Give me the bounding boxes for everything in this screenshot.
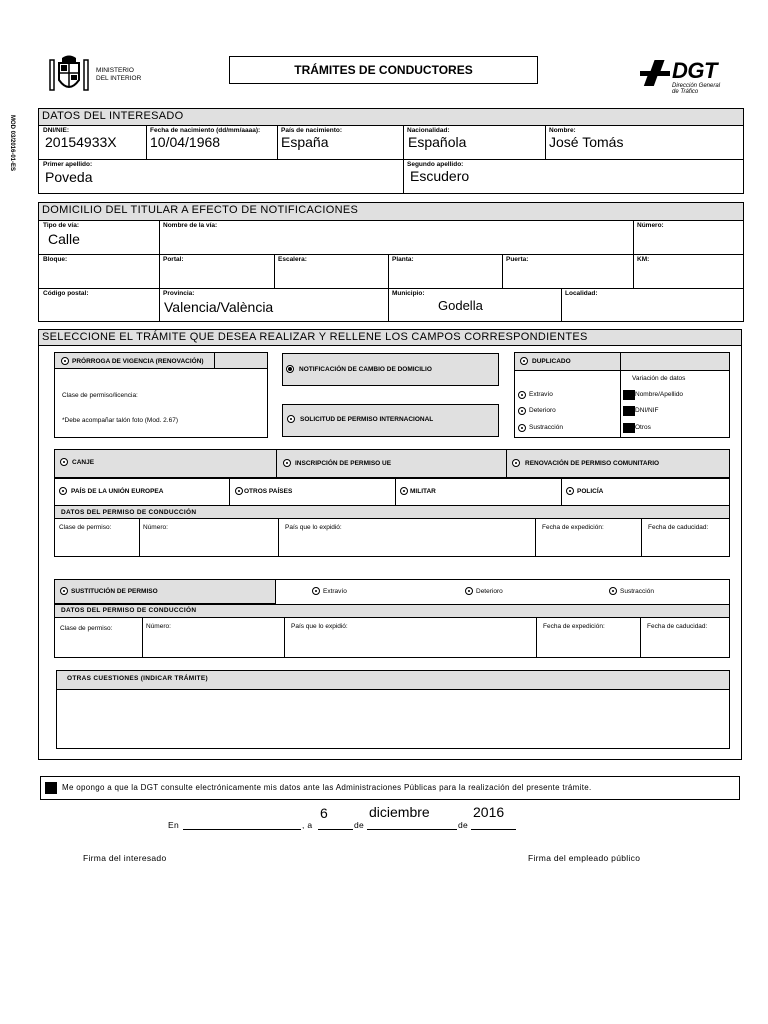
en-label: En (168, 820, 179, 830)
domicilio-box (38, 220, 744, 322)
dni-field[interactable]: 20154933X (45, 134, 117, 150)
canje-radio[interactable] (60, 458, 68, 466)
sus-extravio-radio[interactable] (312, 587, 320, 595)
inscripcion-label: INSCRIPCIÓN DE PERMISO UE (295, 460, 392, 467)
year-field[interactable]: 2016 (473, 804, 505, 820)
de1-label: de (354, 820, 365, 830)
militar-label: MILITAR (410, 488, 436, 495)
number-label: Número: (637, 222, 664, 229)
duplicado-label: DUPLICADO (532, 358, 571, 365)
name-field[interactable]: José Tomás (549, 134, 624, 150)
datos-permiso-title-2: DATOS DEL PERMISO DE CONDUCCIÓN (54, 604, 730, 618)
sus-clase-label: Clase de permiso: (60, 625, 113, 632)
dup-extravio-label: Extravío (529, 391, 553, 398)
surname1-label: Primer apellido: (43, 161, 93, 168)
dup-sustraccion-radio[interactable] (518, 424, 526, 432)
inscripcion-radio[interactable] (283, 459, 291, 467)
duplicado-radio[interactable] (520, 357, 528, 365)
var-dni-checkbox[interactable] (623, 406, 635, 416)
dup-deterioro-label: Deterioro (529, 407, 556, 414)
sus-deterioro-radio[interactable] (465, 587, 473, 595)
otros-paises-label: OTROS PAÍSES (244, 488, 293, 495)
tramite-section-title: SELECCIONE EL TRÁMITE QUE DESEA REALIZAR Y RELLENE LOS CAMPOS CORRESPONDIENTES (38, 329, 742, 346)
sus-expedicion-label: Fecha de expedición: (543, 623, 605, 630)
sus-sustraccion-radio[interactable] (609, 587, 617, 595)
block-label: Bloque: (43, 256, 68, 263)
pais-ue-label: PAÍS DE LA UNIÓN EUROPEA (71, 488, 164, 495)
renovacion-comunitario-label: RENOVACIÓN DE PERMISO COMUNITARIO (525, 460, 660, 467)
var-nombre-label: Nombre/Apellido (635, 391, 684, 398)
surname2-label: Segundo apellido: (407, 161, 464, 168)
interesado-section-title: DATOS DEL INTERESADO (38, 108, 744, 126)
canje-label: CANJE (72, 459, 95, 466)
renovacion-comunitario-radio[interactable] (512, 459, 520, 467)
street-name-label: Nombre de la vía: (163, 222, 218, 229)
portal-label: Portal: (163, 256, 184, 263)
sustitucion-radio[interactable] (60, 587, 68, 595)
door-label: Puerta: (506, 256, 529, 263)
permiso-internacional-radio[interactable] (287, 415, 295, 423)
variacion-label: Variación de datos (632, 375, 686, 382)
policia-label: POLICÍA (577, 488, 604, 495)
dni-label: DNI/NIE: (43, 127, 69, 134)
municipality-label: Municipio: (392, 290, 425, 297)
canje-expedicion-label: Fecha de expedición: (542, 524, 604, 531)
sus-sustraccion-label: Sustracción (620, 588, 654, 595)
name-label: Nombre: (549, 127, 576, 134)
birth-date-field[interactable]: 10/04/1968 (150, 134, 221, 150)
de2-label: de (458, 820, 469, 830)
spain-coat-of-arms-icon (48, 54, 90, 96)
floor-label: Planta: (392, 256, 414, 263)
surname1-field[interactable]: Poveda (45, 169, 93, 185)
militar-radio[interactable] (400, 487, 408, 495)
dgt-subtitle-2: de Tráfico (672, 89, 699, 95)
datos-permiso-title-1: DATOS DEL PERMISO DE CONDUCCIÓN (54, 505, 730, 519)
pais-ue-radio[interactable] (59, 487, 67, 495)
via-type-field[interactable]: Calle (48, 231, 80, 247)
nationality-field[interactable]: Española (408, 134, 467, 150)
cambio-domicilio-radio[interactable] (286, 365, 294, 373)
surname2-field[interactable]: Escudero (410, 168, 470, 184)
permiso-internacional-label: SOLICITUD DE PERMISO INTERNACIONAL (300, 416, 434, 423)
sus-pais-label: País que lo expidió: (291, 623, 348, 630)
via-type-label: Tipo de vía: (43, 222, 79, 229)
province-label: Provincia: (163, 290, 195, 297)
ministry-line2: DEL INTERIOR (96, 74, 142, 82)
canje-pais-label: País que lo expidió: (285, 524, 342, 531)
birth-country-label: País de nacimiento: (281, 127, 343, 134)
dup-extravio-radio[interactable] (518, 391, 526, 399)
prorroga-label: PRÓRROGA DE VIGENCIA (RENOVACIÓN) (72, 358, 204, 365)
domicilio-section-title: DOMICILIO DEL TITULAR A EFECTO DE NOTIFICACIONES (38, 202, 744, 221)
place-field[interactable] (183, 829, 301, 830)
province-field[interactable]: Valencia/València (164, 299, 274, 315)
day-field[interactable]: 6 (320, 805, 328, 821)
var-nombre-checkbox[interactable] (623, 390, 635, 400)
side-form-code: MOD 03/2016-01-ES (9, 114, 15, 172)
canje-caducidad-label: Fecha de caducidad: (648, 524, 709, 531)
dgt-logo (640, 56, 740, 98)
permit-class-label: Clase de permiso/licencia: (62, 392, 138, 399)
birth-date-label: Fecha de nacimiento (dd/mm/aaaa): (150, 127, 261, 134)
nationality-label: Nacionalidad: (407, 127, 450, 134)
locality-label: Localidad: (565, 290, 598, 297)
birth-country-field[interactable]: España (281, 134, 329, 150)
cambio-domicilio-label: NOTIFICACIÓN DE CAMBIO DE DOMICILIO (299, 366, 432, 373)
var-otros-checkbox[interactable] (623, 423, 635, 433)
ministry-name (96, 67, 141, 82)
dup-sustraccion-label: Sustracción (529, 424, 563, 431)
firma-empleado-label: Firma del empleado público (528, 853, 641, 863)
canje-numero-label: Número: (143, 524, 168, 531)
sus-caducidad-label: Fecha de caducidad: (647, 623, 708, 630)
a-label: , a (302, 820, 313, 830)
otros-paises-radio[interactable] (235, 487, 243, 495)
municipality-field[interactable]: Godella (438, 298, 483, 313)
stair-label: Escalera: (278, 256, 307, 263)
firma-interesado-label: Firma del interesado (83, 853, 167, 863)
oppose-text: Me opongo a que la DGT consulte electrónicamente mis datos ante las Administraciones Públicas para la realización del presente trámite. (62, 783, 592, 792)
prorroga-radio[interactable] (61, 357, 69, 365)
dgt-logo-text: DGT (672, 58, 717, 83)
dgt-mark-icon (640, 60, 670, 86)
photo-note: *Debe acompañar talón foto (Mod. 2.67) (62, 417, 178, 424)
sus-deterioro-label: Deterioro (476, 588, 503, 595)
otras-cuestiones-title: OTRAS CUESTIONES (INDICAR TRÁMITE) (56, 670, 730, 690)
sus-numero-label: Número: (146, 623, 171, 630)
ministry-line1: MINISTERIO (96, 67, 134, 74)
policia-radio[interactable] (566, 487, 574, 495)
canje-clase-label: Clase de permiso: (59, 524, 112, 531)
form-title-box (229, 56, 538, 84)
dgt-subtitle-1: Dirección General (672, 83, 721, 89)
month-field[interactable]: diciembre (369, 804, 430, 820)
var-dni-label: DNI/NIF (635, 407, 659, 414)
sus-extravio-label: Extravío (323, 588, 347, 595)
sustitucion-label: SUSTITUCIÓN DE PERMISO (71, 588, 158, 595)
oppose-checkbox[interactable] (45, 782, 57, 794)
dup-deterioro-radio[interactable] (518, 407, 526, 415)
var-otros-label: Otros (635, 424, 651, 431)
form-title: TRÁMITES DE CONDUCTORES (294, 63, 473, 77)
zip-label: Código postal: (43, 290, 89, 297)
km-label: KM: (637, 256, 650, 263)
